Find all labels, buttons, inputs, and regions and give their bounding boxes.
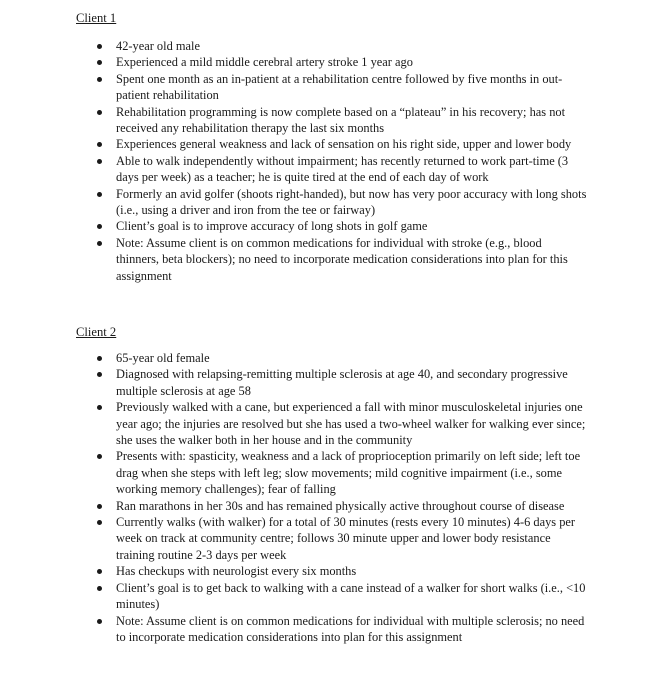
client-1-item-goal: Client’s goal is to improve accuracy of long shots in golf game (97, 218, 587, 234)
client-1-item-golf: Formerly an avid golfer (shoots right-handed), but now has very poor accuracy with long shots (i.e., using a driver and iron from the tee or fairway) (97, 186, 587, 219)
client-2-heading: Client 2 (76, 325, 117, 339)
client-2-item-age-sex: 65-year old female (97, 350, 587, 366)
client-1-item-rehab-plateau: Rehabilitation programming is now complete based on a “plateau” in his recovery; has not received any rehabilitation therapy the last six months (97, 104, 587, 137)
client-1-heading: Client 1 (76, 11, 117, 25)
client-2-item-medication-note: Note: Assume client is on common medications for individual with multiple sclerosis; no need to incorporate medication considerations into plan for this assignment (97, 613, 587, 646)
client-1-details-list (97, 38, 587, 284)
client-1-item-weakness: Experiences general weakness and lack of sensation on his right side, upper and lower body (97, 136, 587, 152)
client-1-item-rehab-stay: Spent one month as an in-patient at a rehabilitation centre followed by five months in out-patient rehabilitation (97, 71, 587, 104)
client-1-item-medication-note: Note: Assume client is on common medications for individual with stroke (e.g., blood thinners, beta blockers); no need to incorporate medication considerations into plan for this assignment (97, 235, 587, 284)
client-2-item-checkups: Has checkups with neurologist every six months (97, 563, 587, 579)
client-2-item-goal: Client’s goal is to get back to walking with a cane instead of a walker for short walks (i.e., <10 minutes) (97, 580, 587, 613)
client-2-item-diagnosis: Diagnosed with relapsing-remitting multiple sclerosis at age 40, and secondary progressive multiple sclerosis at age 58 (97, 366, 587, 399)
client-2-item-current-activity: Currently walks (with walker) for a total of 30 minutes (rests every 10 minutes) 4-6 days per week on track at community centre; follows 30 minute upper and lower body resistance training routine 2-3 days per week (97, 514, 587, 563)
client-1-item-stroke: Experienced a mild middle cerebral artery stroke 1 year ago (97, 54, 587, 70)
client-2-item-marathons: Ran marathons in her 30s and has remained physically active throughout course of disease (97, 498, 587, 514)
client-2-item-presentation: Presents with: spasticity, weakness and a lack of proprioception primarily on left side; left toe drag when she steps with left leg; slow movements; mild cognitive impairment (i.e., some working memory challenges); fear of falling (97, 448, 587, 497)
client-1-item-walking-work: Able to walk independently without impairment; has recently returned to work part-time (3 days per week) as a teacher; he is quite tired at the end of each day of work (97, 153, 587, 186)
client-2-item-fall-walker: Previously walked with a cane, but experienced a fall with minor musculoskeletal injuries one year ago; the injuries are resolved but she has used a two-wheel walker for walking ever since; she uses the walker both in her house and in the community (97, 399, 587, 448)
client-2-details-list (97, 350, 587, 645)
client-1-item-age-sex: 42-year old male (97, 38, 587, 54)
